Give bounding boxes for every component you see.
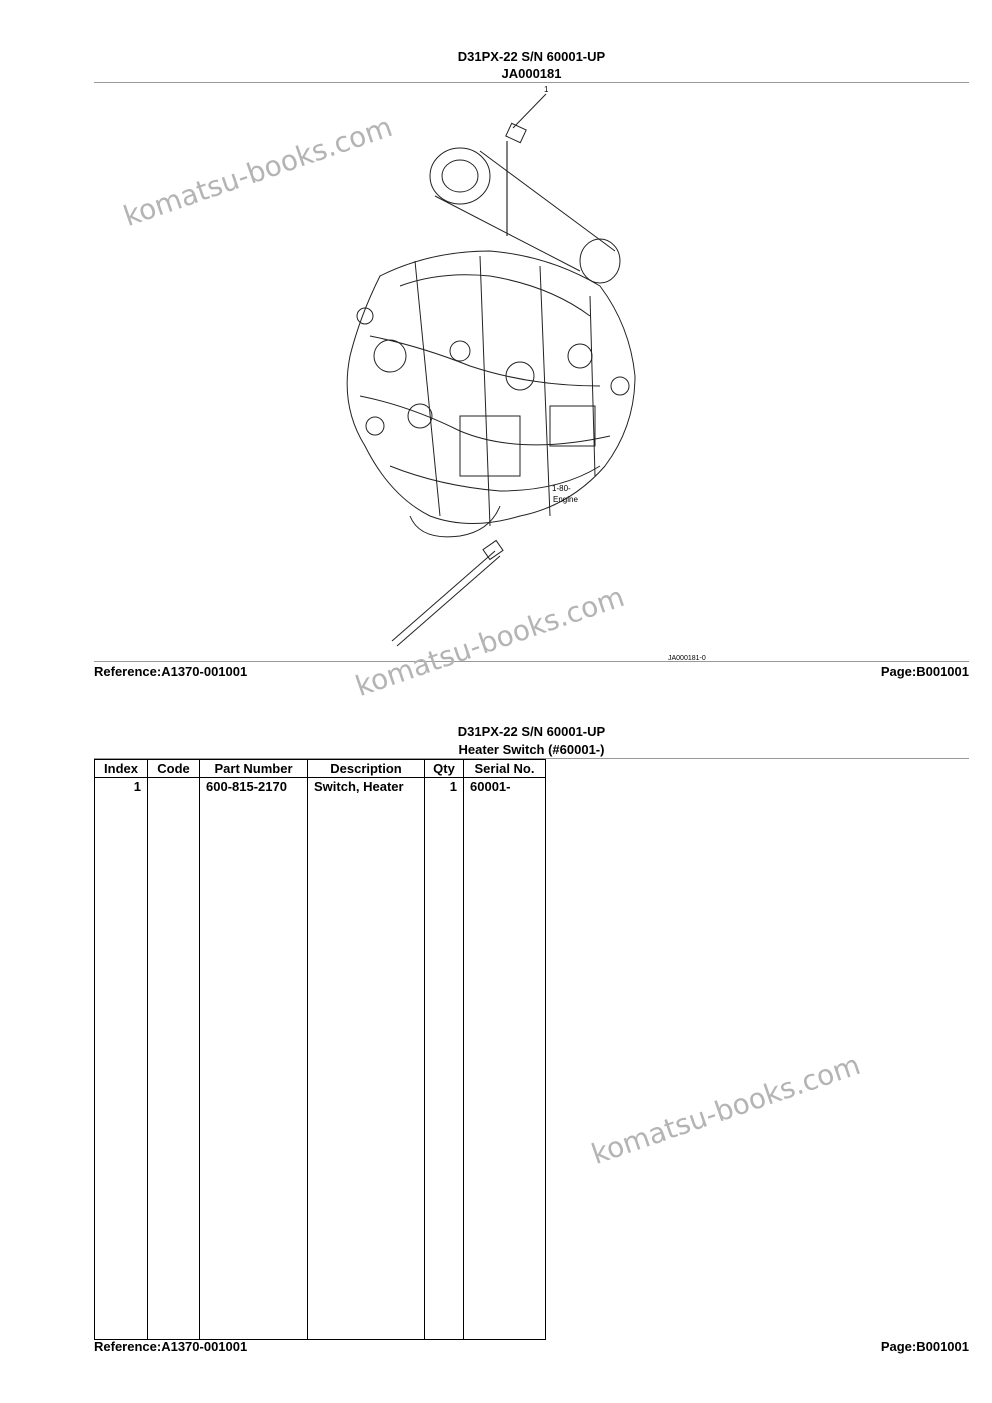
watermark-3: komatsu-books.com [587, 1048, 865, 1171]
cell-index: 1 [95, 778, 148, 798]
engine-label-line1: 1-80- [552, 484, 571, 493]
col-serial: Serial No. [464, 760, 546, 778]
page-label: Page:B001001 [880, 664, 969, 679]
watermark-2: komatsu-books.com [351, 580, 629, 703]
col-qty: Qty [425, 760, 464, 778]
col-part-number: Part Number [200, 760, 308, 778]
illustration-title: D31PX-22 S/N 60001-UP [457, 49, 606, 64]
cell-part-number: 600-815-2170 [200, 778, 308, 798]
parts-subtitle: Heater Switch (#60001-) [458, 742, 605, 757]
cell-qty: 1 [425, 778, 464, 798]
table-filler-row [95, 797, 546, 1340]
parts-reference-label: Reference:A1370-001001 [94, 1339, 248, 1354]
cell-serial: 60001- [464, 778, 546, 798]
parts-title: D31PX-22 S/N 60001-UP [457, 724, 606, 739]
col-code: Code [148, 760, 200, 778]
callout-number: 1 [544, 85, 549, 94]
col-index: Index [95, 760, 148, 778]
parts-table [94, 759, 546, 1340]
col-description: Description [308, 760, 425, 778]
table-header-row [95, 760, 546, 778]
header-rule [94, 82, 969, 83]
table-row [95, 778, 546, 798]
parts-page-label: Page:B001001 [880, 1339, 969, 1354]
reference-label: Reference:A1370-001001 [94, 664, 248, 679]
figure-id: JA000181 [501, 66, 562, 81]
drawing-code: JA000181-0 [668, 655, 706, 662]
footer-rule [94, 661, 969, 662]
cell-description: Switch, Heater [308, 778, 425, 798]
cell-code [148, 778, 200, 798]
engine-label-line2: Engine [553, 495, 578, 504]
watermark-1: komatsu-books.com [119, 110, 397, 233]
engine-illustration [320, 85, 706, 662]
